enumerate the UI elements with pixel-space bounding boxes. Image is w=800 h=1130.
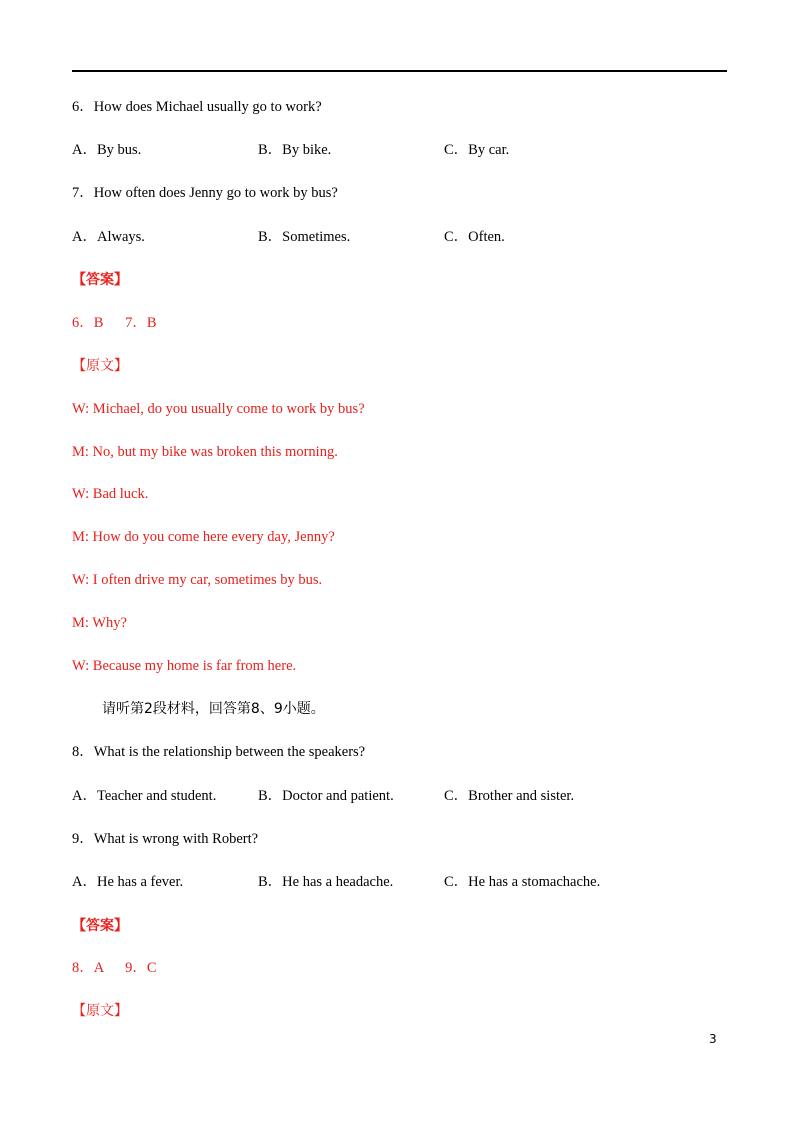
transcript-line: M: Why?	[72, 615, 127, 631]
question-7-option-a: A．Always.	[72, 229, 145, 245]
question-9-option-c: C．He has a stomachache.	[444, 874, 601, 890]
question-8-option-a: A．Teacher and student.	[72, 788, 217, 804]
transcript-line: W: Michael, do you usually come to work by bus?	[72, 401, 365, 417]
transcript-line: M: No, but my bike was broken this morning.	[72, 444, 338, 460]
answer-text-1: 6．B 7．B	[72, 315, 157, 331]
question-7-option-b: B．Sometimes.	[258, 229, 351, 245]
question-7-option-c: C．Often.	[444, 229, 505, 245]
question-6-stem: 6．How does Michael usually go to work?	[72, 99, 322, 115]
question-6-option-c: C．By car.	[444, 142, 510, 158]
header-rule	[72, 70, 727, 72]
transcript-heading-2: 【原文】	[72, 1003, 128, 1019]
question-9-option-b: B．He has a headache.	[258, 874, 394, 890]
question-9-stem: 9．What is wrong with Robert?	[72, 831, 259, 847]
transcript-heading-1: 【原文】	[72, 358, 128, 374]
question-8-option-c: C．Brother and sister.	[444, 788, 575, 804]
question-6-option-a: A．By bus.	[72, 142, 142, 158]
answer-text-2: 8．A 9．C	[72, 960, 157, 976]
transcript-line: W: I often drive my car, sometimes by bus.	[72, 572, 323, 588]
section-instruction: 请听第2段材料，回答第8、9小题。	[102, 701, 325, 717]
transcript-line: W: Bad luck.	[72, 486, 149, 502]
question-9-option-a: A．He has a fever.	[72, 874, 184, 890]
transcript-line: W: Because my home is far from here.	[72, 658, 297, 674]
question-8-stem: 8．What is the relationship between the speakers?	[72, 744, 366, 760]
answer-heading-1: 【答案】	[72, 272, 128, 288]
question-7-stem: 7．How often does Jenny go to work by bus?	[72, 185, 338, 201]
transcript-line: M: How do you come here every day, Jenny?	[72, 529, 335, 545]
question-6-option-b: B．By bike.	[258, 142, 332, 158]
page-number: 3	[709, 1032, 717, 1046]
answer-heading-2: 【答案】	[72, 918, 128, 934]
question-8-option-b: B．Doctor and patient.	[258, 788, 394, 804]
